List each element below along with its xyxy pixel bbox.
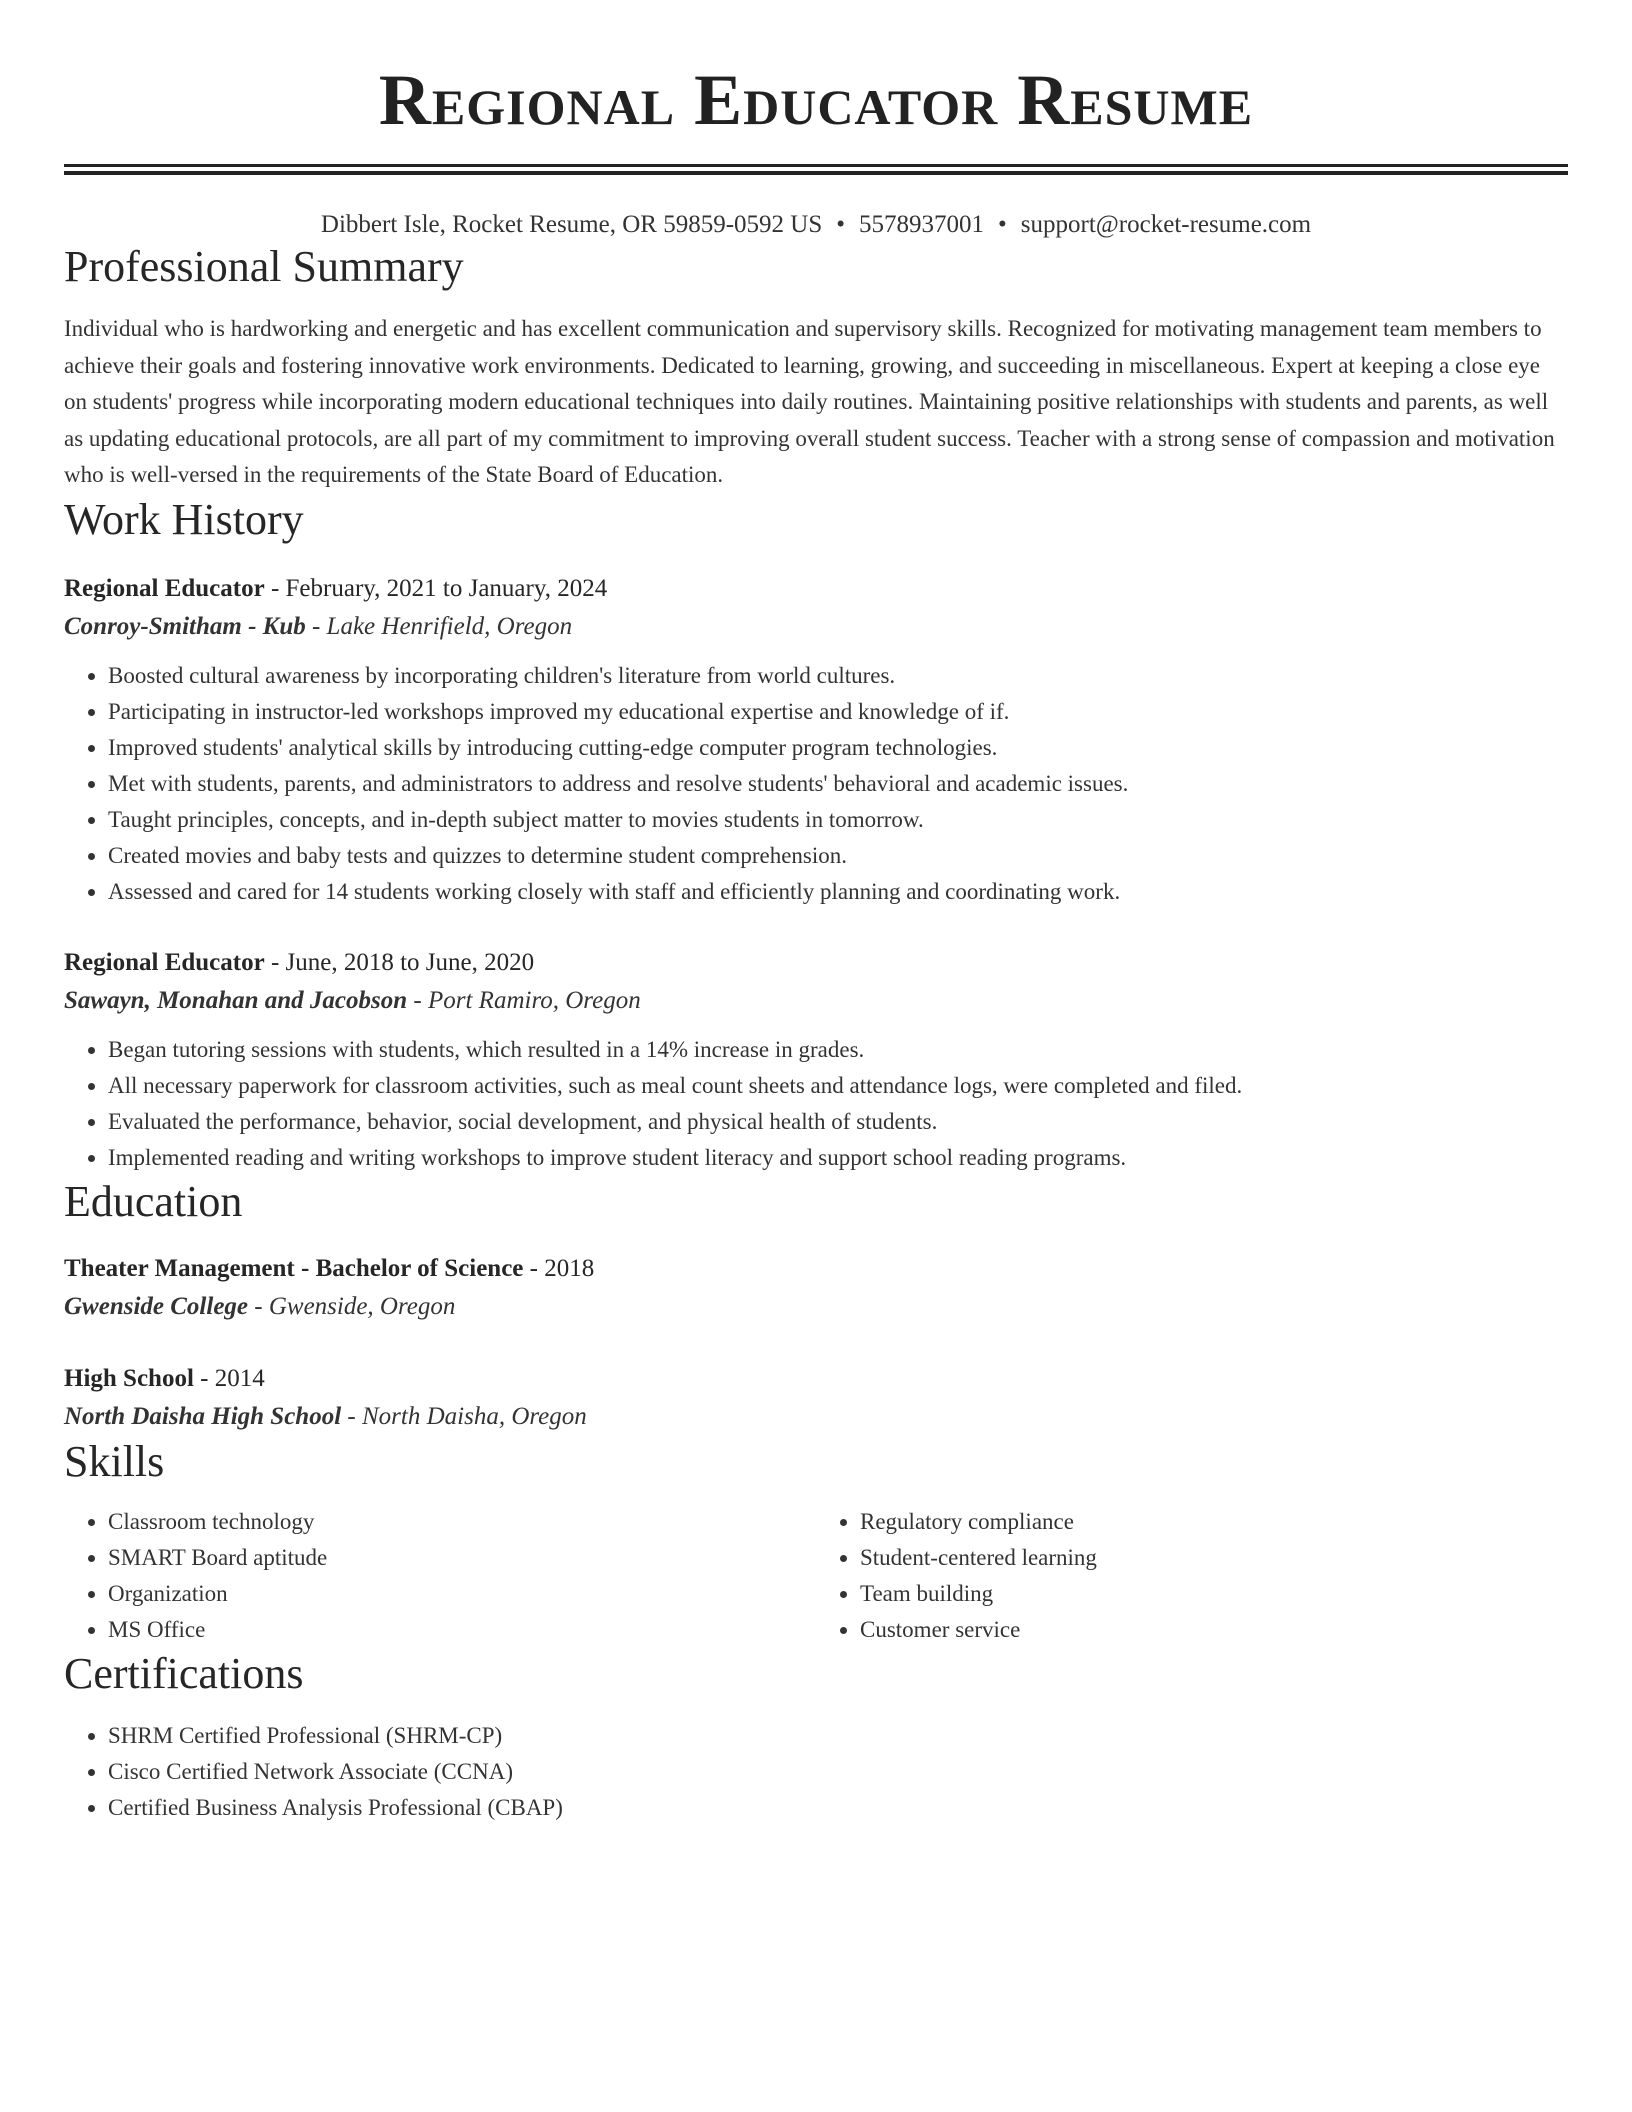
certifications-block: [64, 1718, 1568, 1826]
contact-separator: •: [836, 211, 846, 238]
list-item: • Met with students, parents, and administrators to address and resolve students' behavioral and academic issues.: [108, 766, 1568, 802]
school-location: - Gwenside, Oregon: [248, 1292, 456, 1320]
list-item: • Regulatory compliance: [860, 1504, 1568, 1540]
list-item: • Improved students' analytical skills by introducing cutting-edge computer program technologies.: [108, 730, 1568, 766]
job-title-line: [64, 570, 1568, 608]
employer-name: Conroy-Smitham - Kub: [64, 612, 306, 640]
education-entry: [64, 1360, 1568, 1436]
list-item: • Participating in instructor-led workshops improved my educational expertise and knowledge of if.: [108, 694, 1568, 730]
school-name: North Daisha High School: [64, 1402, 342, 1430]
skills-columns: [64, 1504, 1568, 1648]
contact-phone: 5578937001: [859, 211, 985, 238]
list-item: • Certified Business Analysis Professional (CBAP): [108, 1790, 1568, 1826]
job-dates: - February, 2021 to January, 2024: [264, 574, 608, 602]
list-item: • Classroom technology: [108, 1504, 816, 1540]
job-dates: - June, 2018 to June, 2020: [264, 948, 535, 976]
section-heading-skills: Skills: [64, 1436, 165, 1486]
employer-name: Sawayn, Monahan and Jacobson: [64, 986, 408, 1014]
section-heading-education: Education: [64, 1176, 243, 1226]
certifications-list: [64, 1718, 1568, 1826]
job-bullets: [64, 1032, 1568, 1176]
list-item: • Boosted cultural awareness by incorporating children's literature from world cultures.: [108, 658, 1568, 694]
education-entry: [64, 1250, 1568, 1326]
section-heading-work-history: Work History: [64, 494, 304, 544]
list-item: • MS Office: [108, 1612, 816, 1648]
employer-line: [64, 608, 1568, 646]
degree-name: High School: [64, 1364, 194, 1392]
summary-text: Individual who is hardworking and energetic and has excellent communication and supervisory skills. Recognized for motivating management team members to achieve their goals and fostering innovative work environments. Dedicated to learning, growing, and succeeding in miscellaneous. Expert at keeping a close eye on students' progress while incorporating modern educational techniques into daily routines. Maintaining positive relationships with students and parents, as well as updating educational protocols, are all part of my commitment to improving overall student success. Teacher with a strong sense of compassion and motivation who is well-versed in the requirements of the State Board of Education.: [64, 316, 1555, 487]
list-item: • SHRM Certified Professional (SHRM-CP): [108, 1718, 1568, 1754]
contact-address: Dibbert Isle, Rocket Resume, OR 59859-0592 US: [320, 211, 823, 238]
resume-title: Regional Educator Resume: [378, 60, 1254, 140]
list-item: • Organization: [108, 1576, 816, 1612]
contact-email: support@rocket-resume.com: [1020, 211, 1312, 238]
list-item: • Taught principles, concepts, and in-depth subject matter to movies students in tomorrow.: [108, 802, 1568, 838]
employer-location: - Port Ramiro, Oregon: [407, 986, 641, 1014]
list-item: • Cisco Certified Network Associate (CCNA): [108, 1754, 1568, 1790]
school-line: [64, 1398, 1568, 1436]
job-bullets: [64, 658, 1568, 910]
list-item: • All necessary paperwork for classroom activities, such as meal count sheets and attendance logs, were completed and filed.: [108, 1068, 1568, 1104]
list-item: • Created movies and baby tests and quizzes to determine student comprehension.: [108, 838, 1568, 874]
skills-list-left: [64, 1504, 816, 1648]
list-item: • SMART Board aptitude: [108, 1540, 816, 1576]
employer-line: [64, 982, 1568, 1020]
degree-year: - 2014: [193, 1364, 265, 1392]
job-entry: [64, 944, 1568, 1176]
job-entry: [64, 570, 1568, 910]
list-item: • Customer service: [860, 1612, 1568, 1648]
contact-separator: •: [998, 211, 1007, 238]
list-item: • Implemented reading and writing workshops to improve student literacy and support school reading programs.: [108, 1140, 1568, 1176]
job-title-line: [64, 944, 1568, 982]
list-item: • Began tutoring sessions with students, which resulted in a 14% increase in grades.: [108, 1032, 1568, 1068]
degree-line: [64, 1250, 1568, 1288]
degree-year: - 2018: [523, 1254, 595, 1282]
section-heading-summary: Professional Summary: [64, 242, 464, 291]
school-location: - North Daisha, Oregon: [341, 1402, 587, 1430]
job-title: Regional Educator: [64, 948, 265, 976]
list-item: • Assessed and cared for 14 students working closely with staff and efficiently planning and coordinating work.: [108, 874, 1568, 910]
contact-line: [64, 209, 1568, 241]
skills-list-right: [816, 1504, 1568, 1648]
list-item: • Student-centered learning: [860, 1540, 1568, 1576]
job-title: Regional Educator: [64, 574, 265, 602]
school-line: [64, 1288, 1568, 1326]
list-item: • Team building: [860, 1576, 1568, 1612]
list-item: • Evaluated the performance, behavior, social development, and physical health of students.: [108, 1104, 1568, 1140]
employer-location: - Lake Henrifield, Oregon: [305, 612, 573, 640]
degree-name: Theater Management - Bachelor of Science: [64, 1254, 524, 1282]
school-name: Gwenside College: [64, 1292, 249, 1320]
section-heading-certifications: Certifications: [64, 1648, 304, 1698]
title-double-rule: [64, 164, 1568, 175]
degree-line: [64, 1360, 1568, 1398]
